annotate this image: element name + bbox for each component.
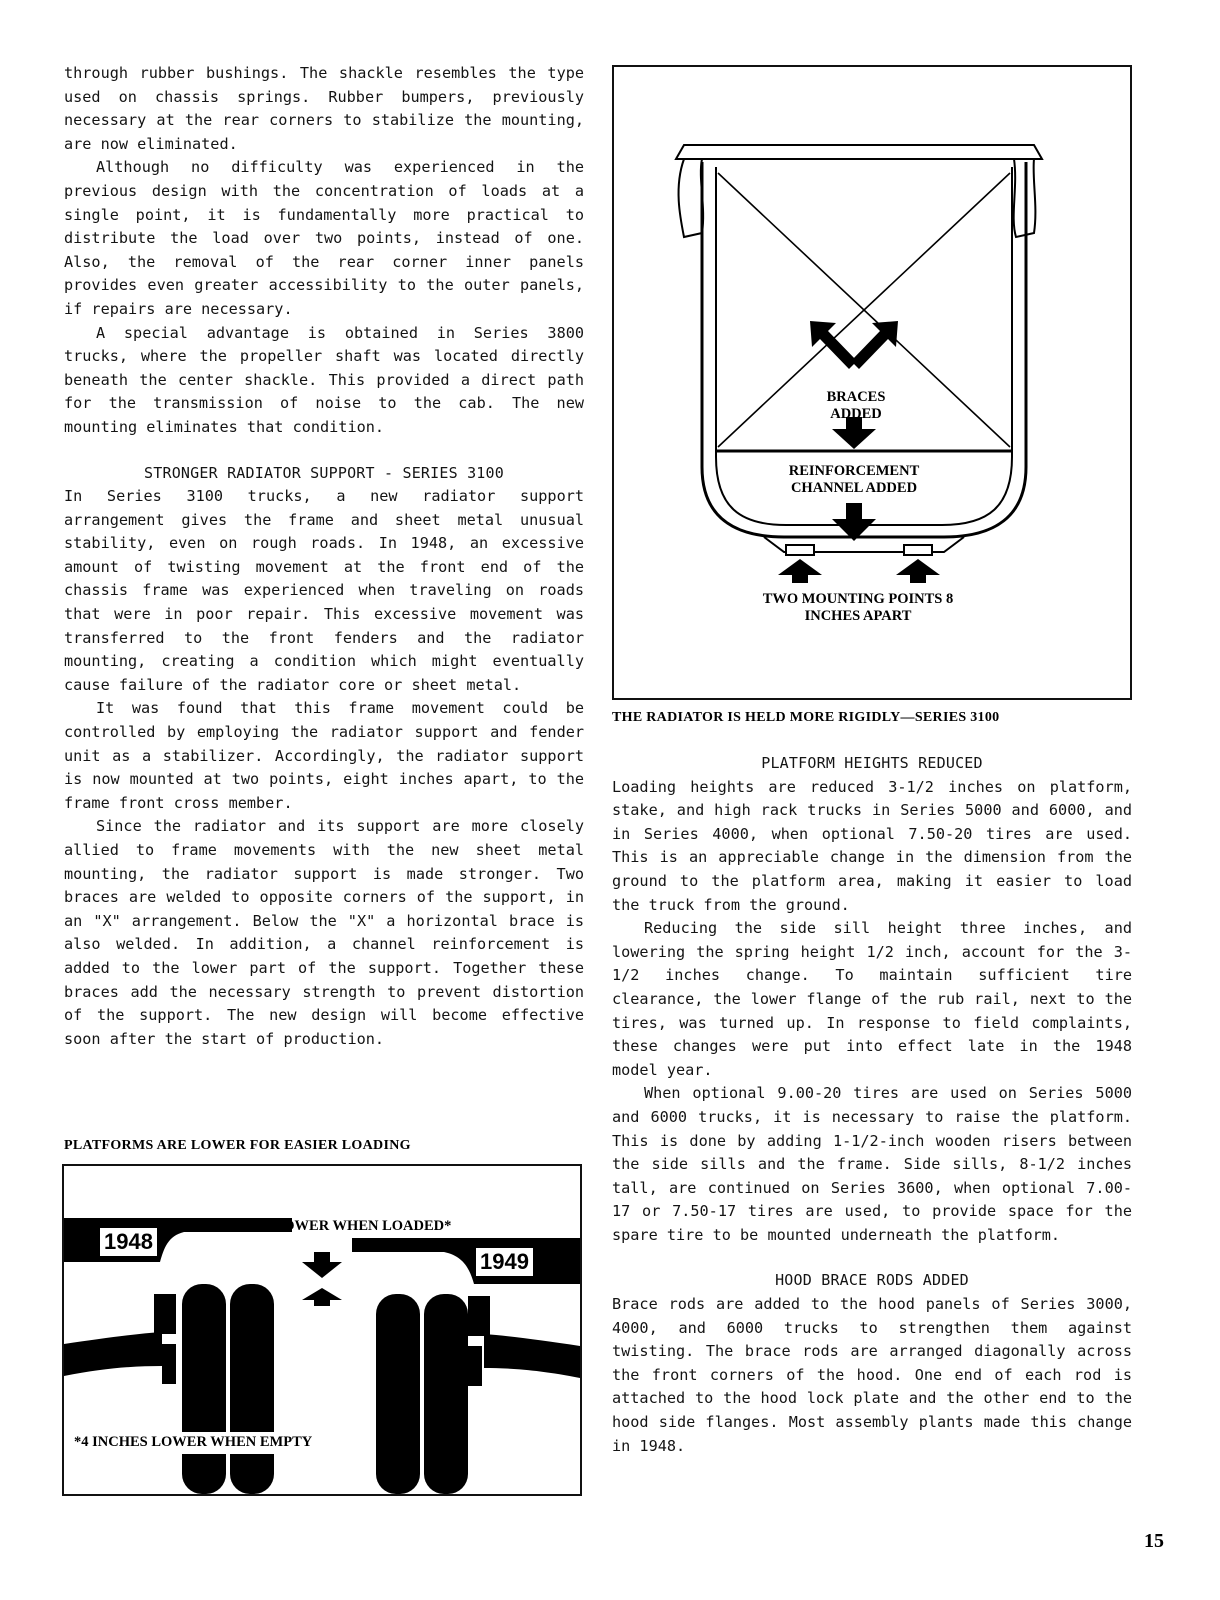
section-heading-platform-heights: PLATFORM HEIGHTS REDUCED xyxy=(761,754,983,772)
paragraph: Since the radiator and its support are more closely allied to frame movements with the new sheet metal mounting, the radiator support is made stronger. Two braces are welded to opposite corners of the support, in an "X" arrangement. Below the "X" a horizontal brace is also welded. In addition, a channel reinforcement is added to the lower part of the support. Together these braces add the necessary strength to prevent distortion of the support. The new design will become effective soon after the start of production. xyxy=(64,817,584,1048)
paragraph: In Series 3100 trucks, a new radiator support arrangement gives the frame and sheet metal unusual stability, even on rough roads. In 1948, an excessive amount of twisting movement at the front end of the chassis frame was experienced when traveling on roads that were in poor repair. This excessive movement was transferred to the front fenders and the radiator mounting, creating a condition which might eventually cause failure of the radiator core or sheet metal. xyxy=(64,487,584,694)
label-lower-when-empty: *4 INCHES LOWER WHEN EMPTY xyxy=(74,1434,313,1450)
paragraph: When optional 9.00-20 tires are used on Series 5000 and 6000 trucks, it is necessary to raise the platform. This is done by adding 1-1/2-inch wooden risers between the side sills and the frame. Side sills, 8-1/2 inches tall, are continued on Series 3600, when optional 7.00-17 or 7.50-17 tires are used, to provide space for the spare tire to be mounted underneath the platform. xyxy=(612,1084,1132,1244)
paragraph: through rubber bushings. The shackle resembles the type used on chassis springs. Rubber bumpers, previously necessary at the rear corners to stabilize the mounting, are now eliminated. xyxy=(64,64,584,153)
left-column xyxy=(64,62,584,1051)
paragraph: Reducing the side sill height three inches, and lowering the spring height 1/2 inch, account for the 3-1/2 inches change. To maintain sufficient tire clearance, the lower flange of the rub rail, next to the tires, was turned up. In response to field complaints, these changes were put into effect late in the 1948 model year. xyxy=(612,919,1132,1079)
figure-platform-heights xyxy=(62,1164,582,1496)
label-two-mounting-points: TWO MOUNTING POINTS 8 INCHES APART xyxy=(762,591,954,624)
page-number: 15 xyxy=(1144,1530,1164,1552)
paragraph: Loading heights are reduced 3-1/2 inches on platform, stake, and high rack trucks in Series 5000 and 6000, and in Series 4000, when optional 7.50-20 tires are used. This is an appreciable change in the dimension from the ground to the platform area, making it easier to load the truck from the ground. xyxy=(612,777,1132,914)
paragraph: A special advantage is obtained in Series 3800 trucks, where the propeller shaft was located directly beneath the center shackle. This provided a direct path for the transmission of noise to the cab. The new mounting eliminates that condition. xyxy=(64,323,584,436)
year-badge-1949: 1949 xyxy=(474,1246,535,1278)
figure-radiator-support xyxy=(612,65,1132,700)
label-lower-when-loaded: 3½ INCHES LOWER WHEN LOADED* xyxy=(192,1218,452,1234)
paragraph: It was found that this frame movement could be controlled by employing the radiator support and fender unit as a stabilizer. Accordingly, the radiator support is now mounted at two points, eight inches apart, to the frame front cross member. xyxy=(64,699,584,812)
paragraph: Brace rods are added to the hood panels of Series 3000, 4000, and 6000 trucks to strengthen them against twisting. The brace rods are arranged diagonally across the front corners of the hood. One end of each rod is attached to the hood lock plate and the other end to the hood side flanges. Most assembly plants made this change in 1948. xyxy=(612,1295,1132,1455)
section-heading-radiator-support: STRONGER RADIATOR SUPPORT - SERIES 3100 xyxy=(144,463,504,482)
caption-radiator-figure: THE RADIATOR IS HELD MORE RIGIDLY—SERIES 3100 xyxy=(612,710,1000,725)
caption-platform-figure: PLATFORMS ARE LOWER FOR EASIER LOADING xyxy=(64,1138,411,1153)
paragraph: Although no difficulty was experienced in the previous design with the concentration of loads at a single point, it is fundamentally more practical to distribute the load over two points, instead of one. Also, the removal of the rear corner inner panels provides even greater accessibility to the outer panels, if repairs are necessary. xyxy=(64,158,584,318)
year-badge-1948: 1948 xyxy=(98,1226,159,1258)
label-braces-added: BRACES ADDED xyxy=(826,389,886,422)
right-column xyxy=(612,752,1132,1458)
section-heading-hood-brace-rods: HOOD BRACE RODS ADDED xyxy=(775,1271,969,1290)
label-reinforcement-channel: REINFORCEMENT CHANNEL ADDED xyxy=(788,463,920,496)
